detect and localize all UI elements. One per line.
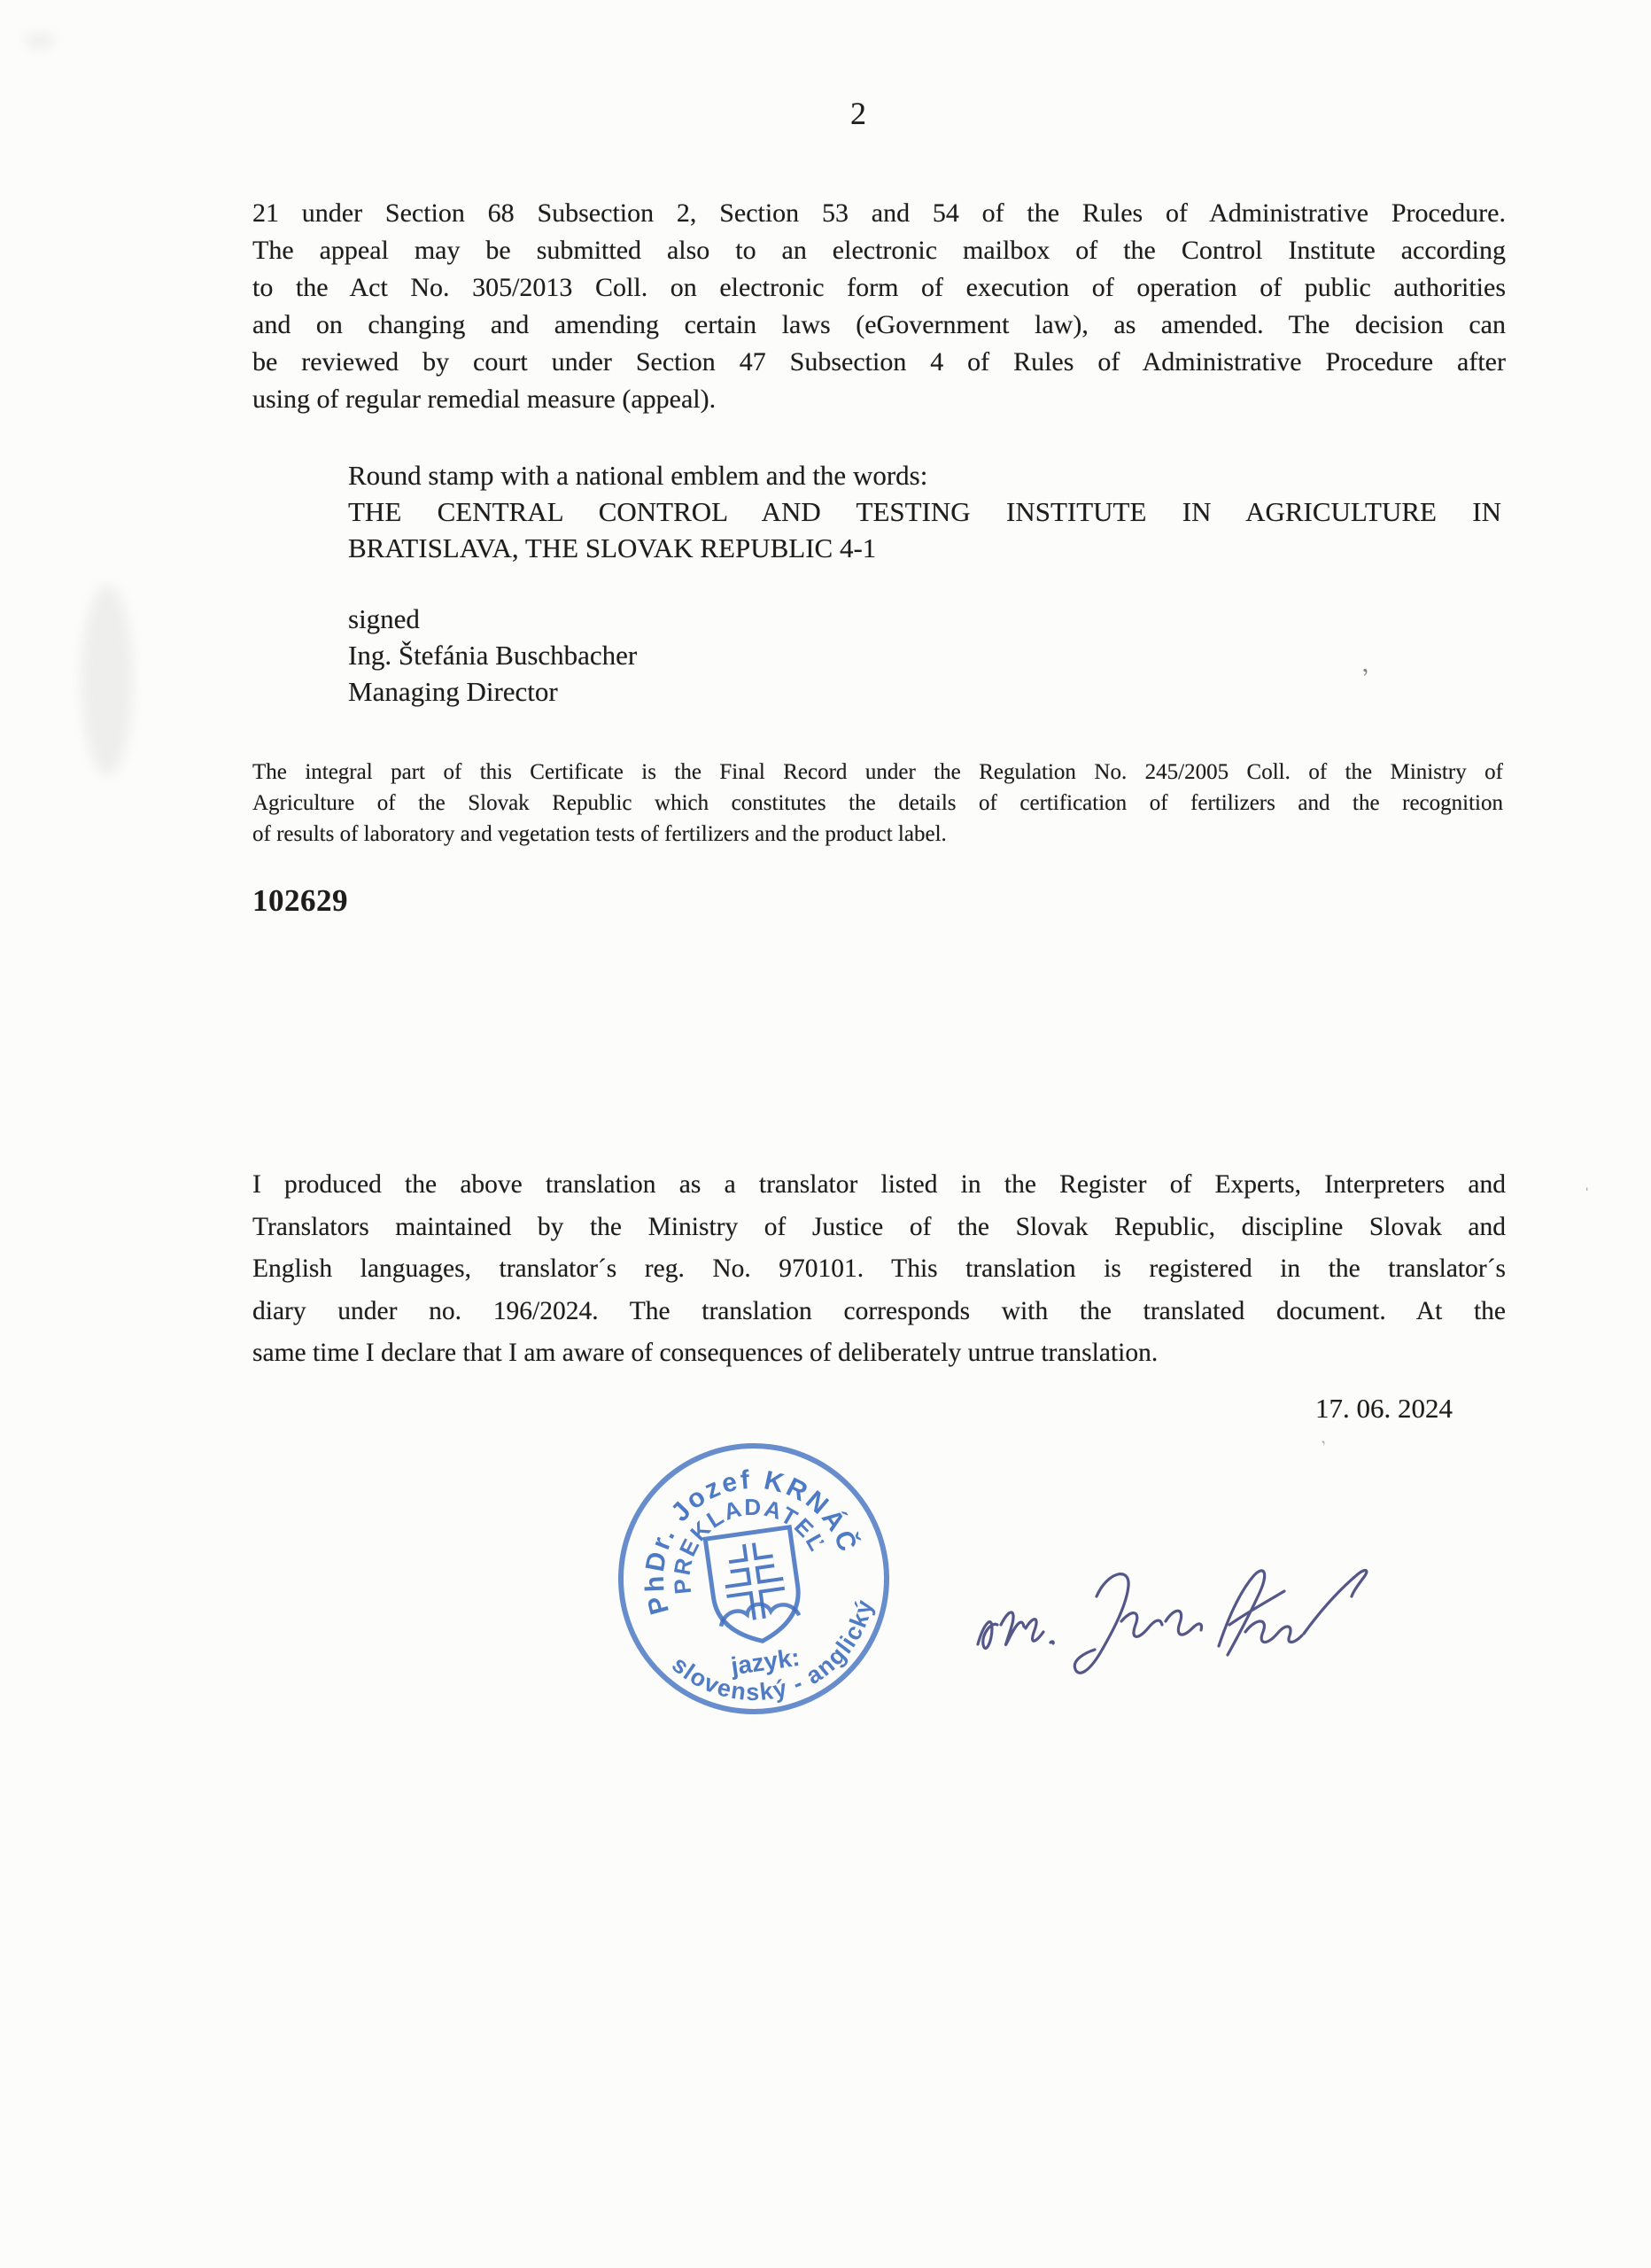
- stamp-languages-arc: slovenský - anglický: [667, 1596, 879, 1706]
- text-line: using of regular remedial measure (appeal).: [252, 384, 717, 414]
- slovak-emblem-icon: [705, 1527, 810, 1682]
- signed-block: [348, 601, 1145, 710]
- ink-speck: ,: [1357, 648, 1370, 679]
- text-line: Round stamp with a national emblem and the words:: [348, 460, 928, 491]
- scan-smudge: [81, 585, 133, 775]
- text-line: same time I declare that I am aware of consequences of deliberately untrue translation.: [252, 1339, 1159, 1367]
- scan-smudge: [25, 34, 55, 48]
- text-line: I produced the above translation as a translator listed in the Register of Experts, Interpreters and: [252, 1170, 1506, 1199]
- signature-strokes: [965, 1540, 1382, 1695]
- text-line: to the Act No. 305/2013 Coll. on electronic form of execution of operation of public authorities: [252, 273, 1506, 302]
- text-line: Agriculture of the Slovak Republic which constitutes the details of certification of fertilizers and the recognition: [252, 791, 1503, 815]
- text-line: Managing Director: [348, 676, 558, 707]
- page-number: 2: [850, 96, 866, 131]
- appeal-paragraph: [252, 195, 1506, 418]
- text-line: The appeal may be submitted also to an electronic mailbox of the Control Institute according: [252, 236, 1506, 265]
- text-line: signed: [348, 603, 420, 634]
- handwritten-signature: [965, 1540, 1382, 1695]
- translator-declaration: [252, 1164, 1506, 1375]
- round-stamp-description: [348, 457, 1501, 566]
- text-line: The integral part of this Certificate is the Final Record under the Regulation No. 245/2005 Coll. of the Ministry of: [252, 760, 1503, 784]
- text-line: diary under no. 196/2024. The translation corresponds with the translated document. At the: [252, 1296, 1506, 1325]
- ink-speck: ,: [1314, 1428, 1328, 1448]
- translator-round-stamp: [612, 1437, 895, 1720]
- text-line: English languages, translator´s reg. No. 970101. This translation is registered in the translator´s: [252, 1254, 1506, 1283]
- reference-number: 102629: [252, 883, 348, 918]
- text-line: and on changing and amending certain laws (eGovernment law), as amended. The decision can: [252, 310, 1506, 339]
- date: 17. 06. 2024: [1315, 1393, 1453, 1424]
- text-line: Translators maintained by the Ministry of Justice of the Slovak Republic, discipline Slovak and: [252, 1212, 1506, 1241]
- text-line: of results of laboratory and vegetation tests of fertilizers and the product label.: [252, 822, 947, 846]
- stamp-name-arc: PhDr. Jozef KRNÁČ: [639, 1464, 864, 1618]
- stamp-language-label: jazyk:: [729, 1643, 802, 1681]
- text-line: 21 under Section 68 Subsection 2, Section 53 and 54 of the Rules of Administrative Procedure.: [252, 198, 1506, 228]
- text-line: Ing. Štefánia Buschbacher: [348, 640, 638, 671]
- stamp-title-arc: PREKLADATEĽ: [668, 1493, 832, 1596]
- text-line: THE CENTRAL CONTROL AND TESTING INSTITUTE IN AGRICULTURE IN: [348, 496, 1501, 527]
- ink-speck: ˈ: [1584, 1184, 1591, 1206]
- text-line: be reviewed by court under Section 47 Subsection 4 of Rules of Administrative Procedure after: [252, 347, 1506, 377]
- text-line: BRATISLAVA, THE SLOVAK REPUBLIC 4-1: [348, 532, 877, 563]
- stamp-graphic: [612, 1437, 895, 1720]
- certificate-note: [252, 757, 1503, 850]
